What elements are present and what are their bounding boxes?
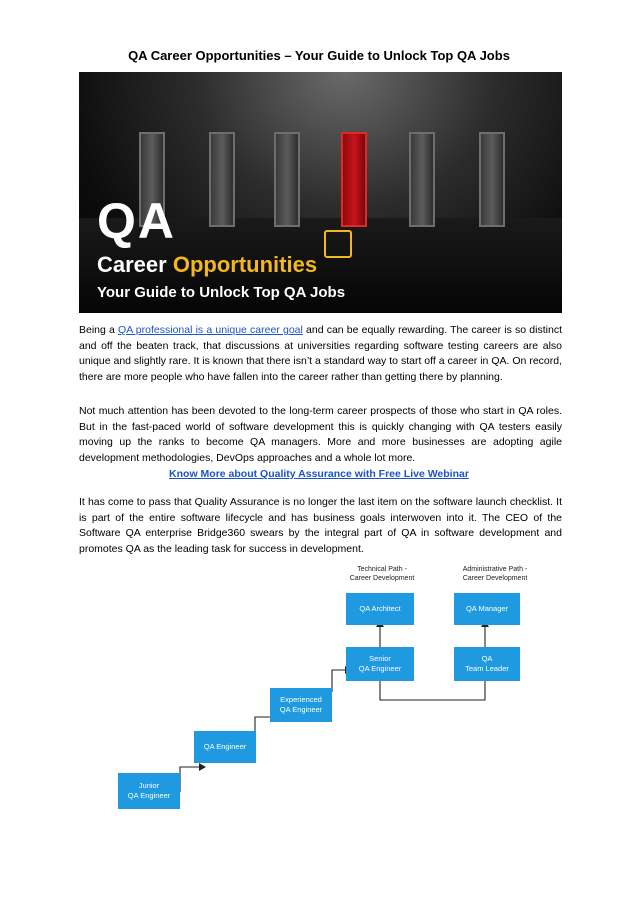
step-arrow [332,670,345,692]
hero-subtitle: Your Guide to Unlock Top QA Jobs [97,284,346,301]
webinar-link-wrap [0,468,638,480]
para1-rest: and can be equally rewarding. The career is so distinct and off the beaten track, that discussions at universities regarding software testing careers are also unique and slightly rare. It is known that there isn’t a standard way to start off a career in QA. On record, there are more people who have fallen into the career rather than getting there by planning. [79,324,562,383]
door-icon [209,132,235,227]
career-path-diagram [100,560,560,815]
webinar-link[interactable]: Know More about Quality Assurance with Free Live Webinar [169,468,469,480]
para1-prefix: Being a [79,324,115,336]
red-door-icon [341,132,367,227]
qa-engineer-box: QA Engineer [194,731,256,763]
hero-qa-text: QA [97,193,176,249]
door-icon [274,132,300,227]
paragraph-intro [79,323,562,385]
hero-career-line [97,252,317,278]
qa-manager-box: QA Manager [454,593,520,625]
experienced-qa-engineer-box: Experienced QA Engineer [270,688,332,722]
paragraph-career-prospects: Not much attention has been devoted to the long-term career prospects of those who start in QA roles. But in the fast-paced world of software development this is quickly changing with QA testers easily moving up the ranks to become QA managers. More and more businesses are adopting agile development methodologies, DevOps approaches and a whole lot more. [79,405,562,464]
junior-qa-engineer-box: Junior QA Engineer [118,773,180,809]
paragraph-qa-lifecycle: It has come to pass that Quality Assurance is no longer the last item on the software launch checklist. It is part of the entire software lifecycle and has business goals interwoven into it. The CEO of the Software QA enterprise Bridge360 swears by the integral part of QA in software development and promotes QA as the leading task for success in development. [79,496,562,555]
hero-career: Career [97,252,167,277]
cross-path-arrow [380,680,485,700]
hero-opportunities: Opportunities [172,252,318,277]
door-icon [479,132,505,227]
qa-career-goal-link[interactable]: QA professional is a unique career goal [118,324,303,336]
door-icon [409,132,435,227]
step-arrow [180,767,199,792]
page-title: QA Career Opportunities – Your Guide to Unlock Top QA Jobs [128,48,510,63]
hero-banner-image [79,72,562,313]
technical-path-label: Technical Path - Career Development [349,566,415,582]
key-logo-icon [324,230,352,258]
qa-team-leader-box: QA Team Leader [454,647,520,681]
qa-architect-box: QA Architect [346,593,414,625]
senior-qa-engineer-box: Senior QA Engineer [346,647,414,681]
admin-path-label: Administrative Path - Career Development [462,566,528,582]
